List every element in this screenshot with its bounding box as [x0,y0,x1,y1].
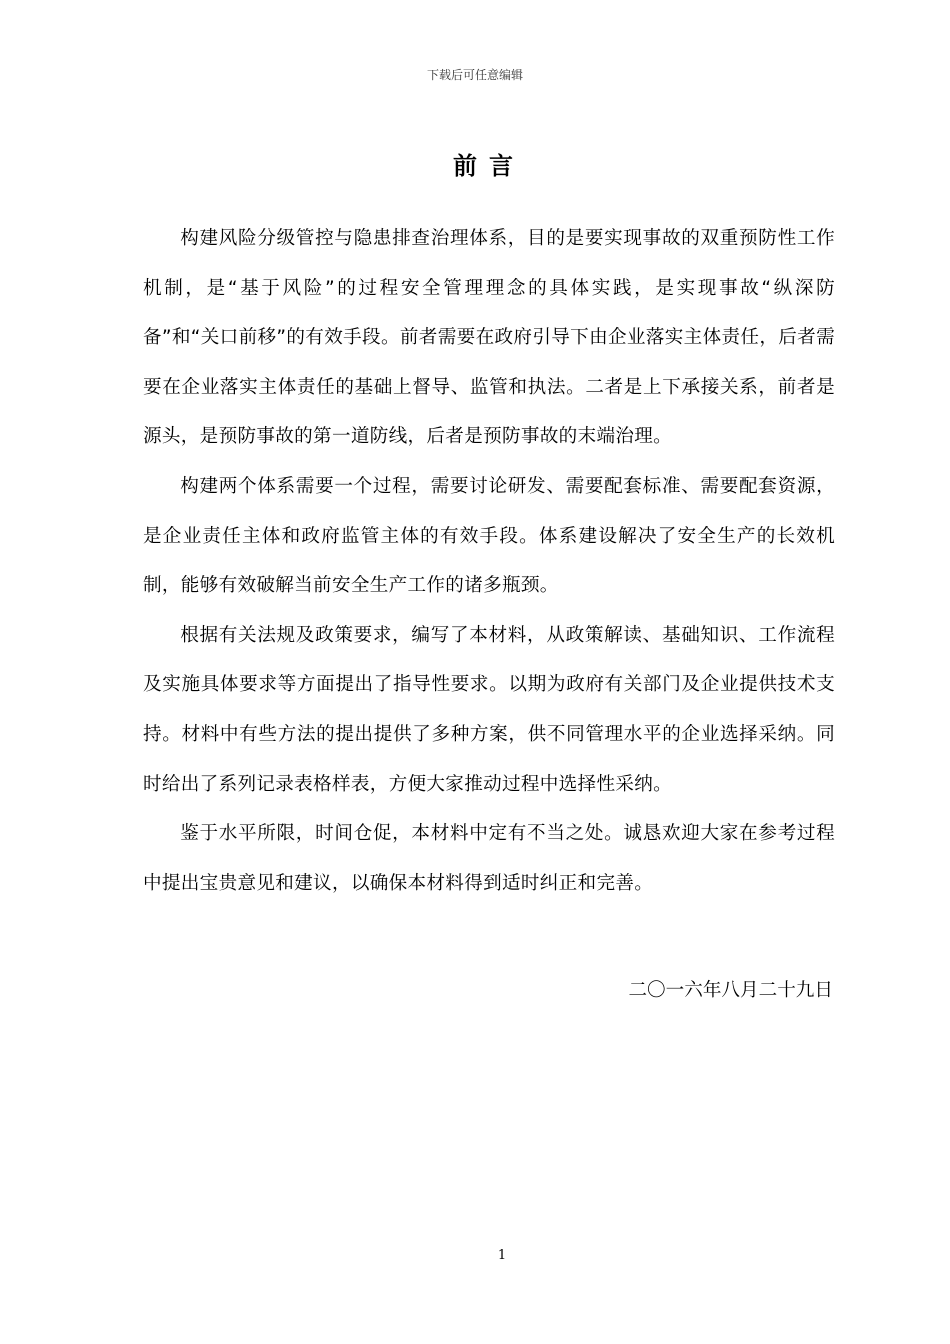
page-number: 1 [497,1248,507,1263]
paragraph: 构建两个体系需要一个过程，需要讨论研发、需要配套标准、需要配套资源，是企业责任主体和政府监管主体的有效手段。体系建设解决了安全生产的长效机制，能够有效破解当前安全生产工作的诸多瓶颈。 [143,475,835,597]
paragraph: 构建风险分级管控与隐患排查治理体系，目的是要实现事故的双重预防性工作机制，是“基于风险”的过程安全管理理念的具体实践，是实现事故“纵深防备”和“关口前移”的有效手段。前者需要在政府引导下由企业落实主体责任，后者需要在企业落实主体责任的基础上督导、监管和执法。二者是上下承接关系，前者是源头，是预防事故的第一道防线，后者是预防事故的末端治理。 [143,228,835,448]
header-note: 下载后可任意编辑 [426,68,523,82]
document-body [143,214,835,908]
paragraph: 根据有关法规及政策要求，编写了本材料，从政策解读、基础知识、工作流程及实施具体要求等方面提出了指导性要求。以期为政府有关部门及企业提供技术支持。材料中有些方法的提出提供了多种方案，供不同管理水平的企业选择采纳。同时给出了系列记录表格样表，方便大家推动过程中选择性采纳。 [143,624,835,795]
page-title: 前言 [453,152,525,180]
paragraph: 鉴于水平所限，时间仓促，本材料中定有不当之处。诚恳欢迎大家在参考过程中提出宝贵意见和建议，以确保本材料得到适时纠正和完善。 [143,823,835,894]
document-date: 二〇一六年八月二十九日 [628,980,833,1001]
